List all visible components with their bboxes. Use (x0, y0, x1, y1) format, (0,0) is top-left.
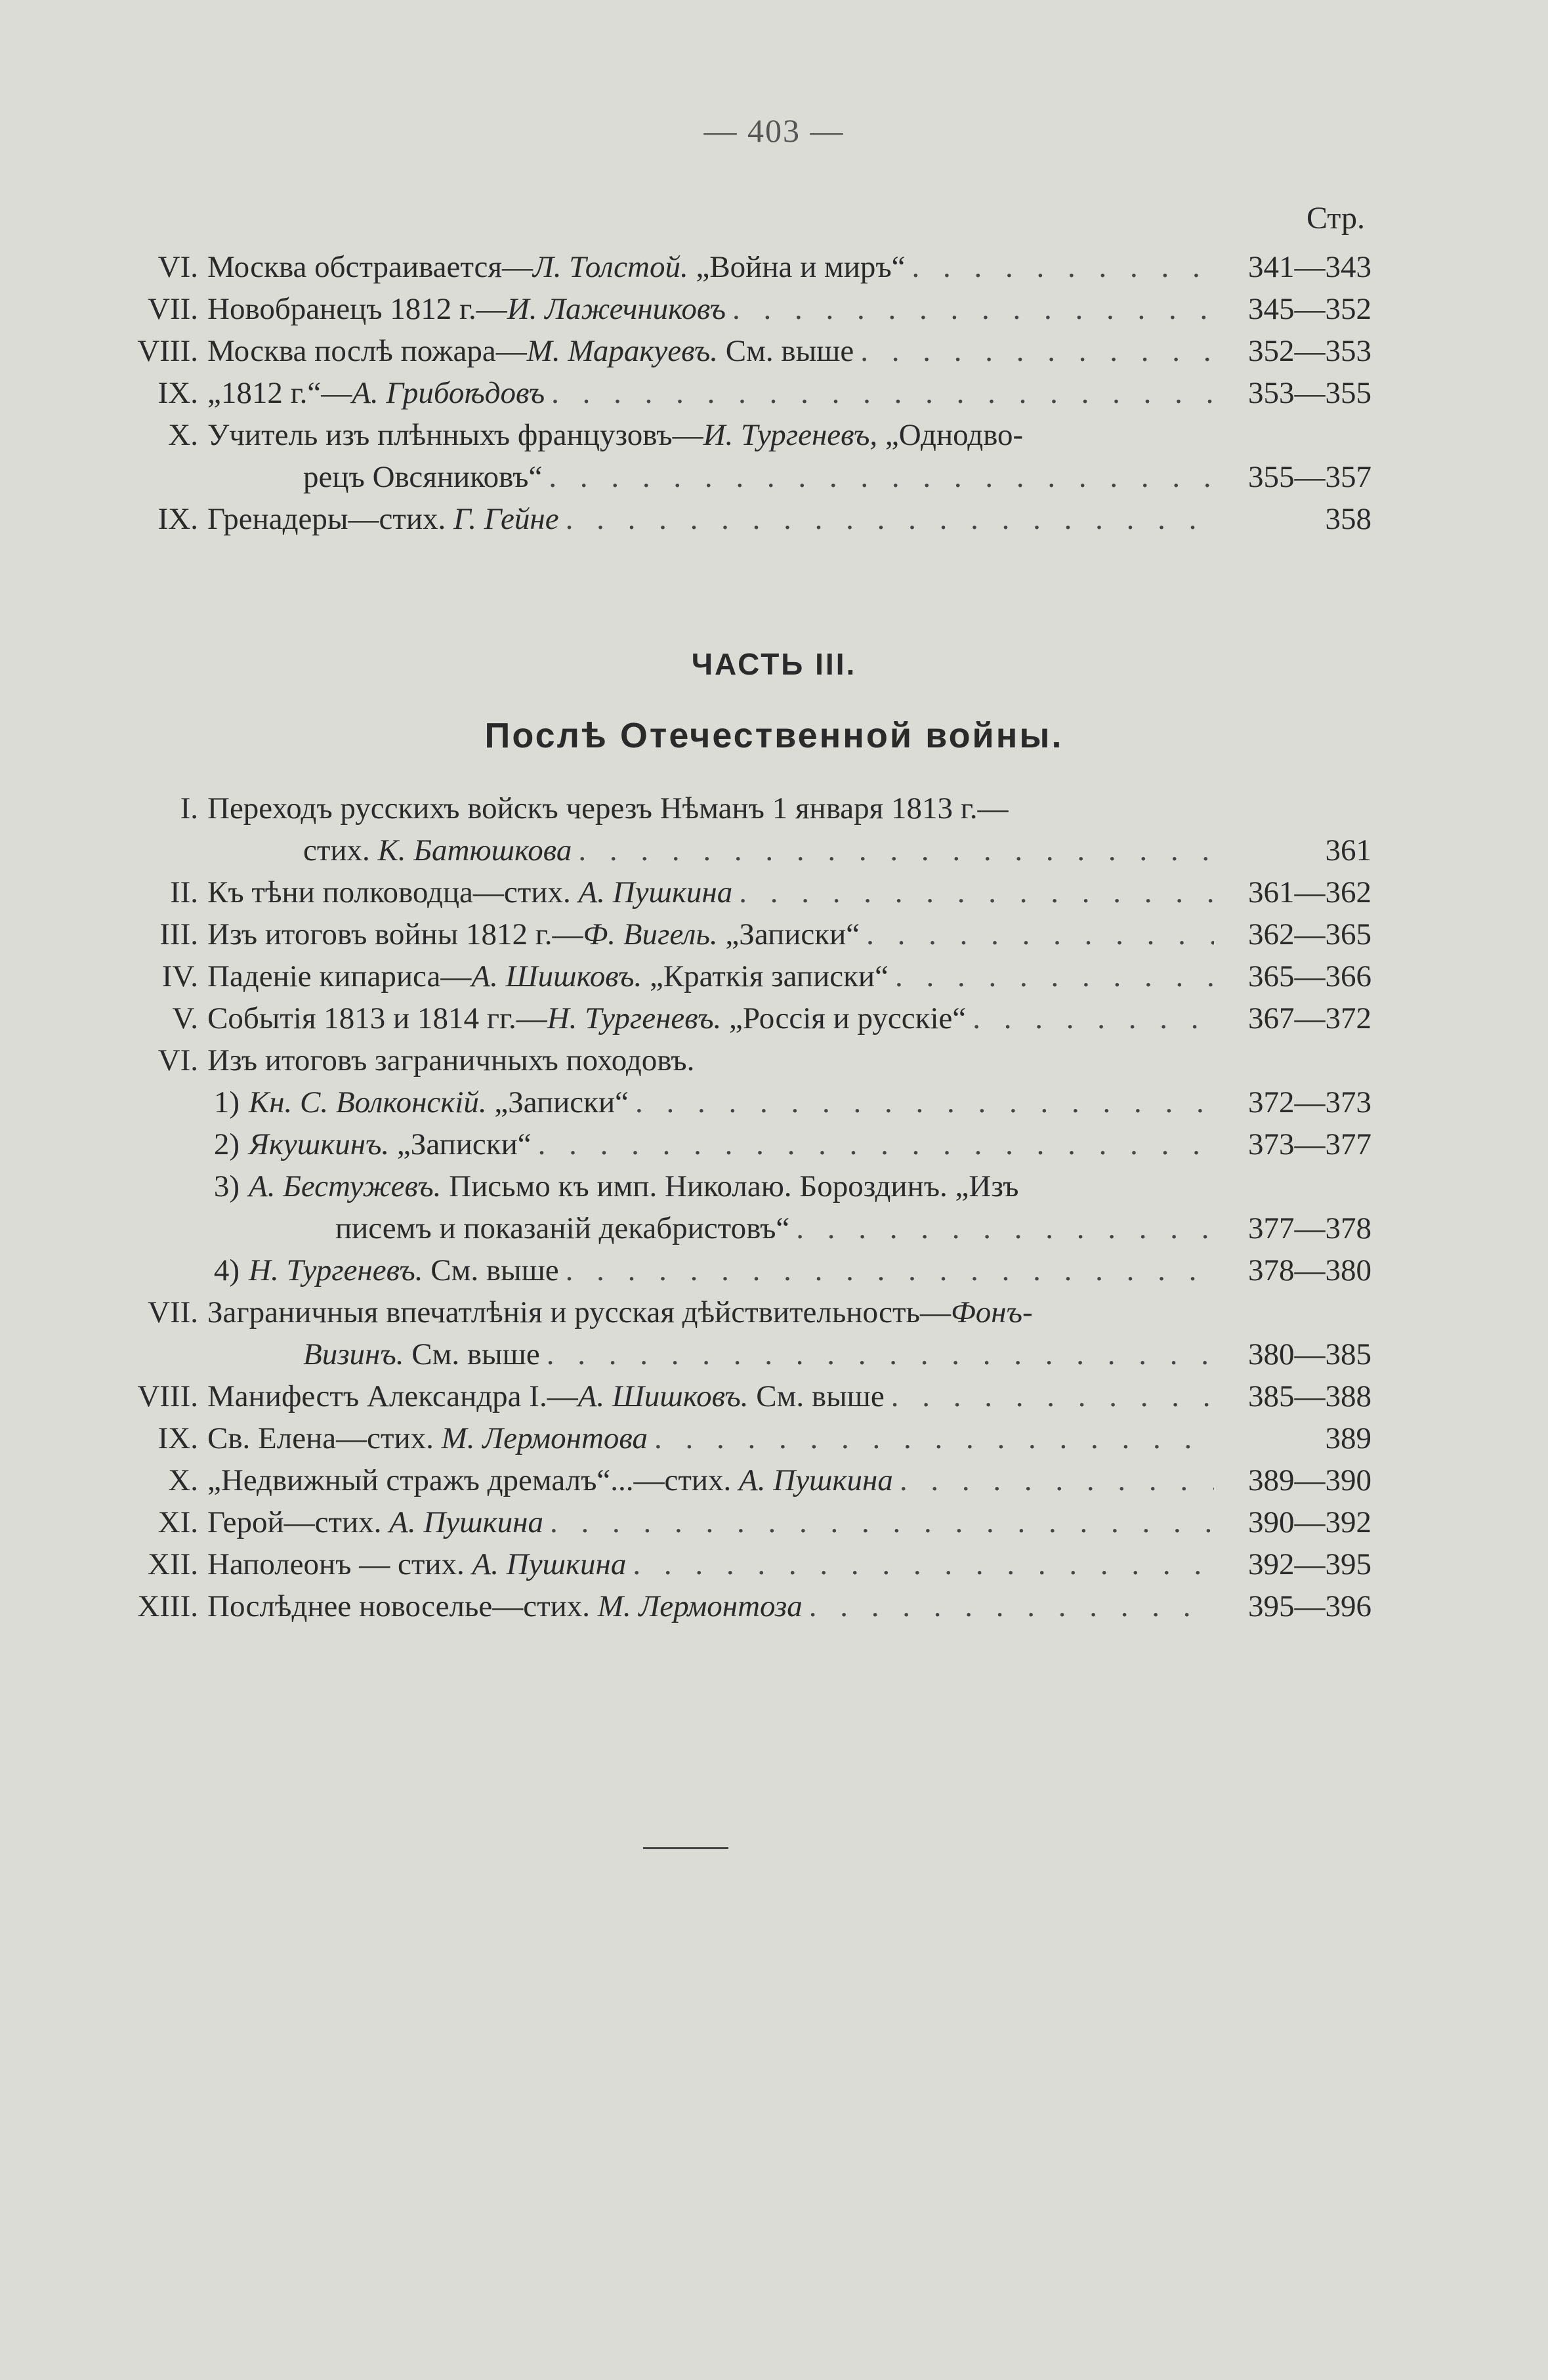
entry-number: 3) (213, 1169, 240, 1203)
entry-number: II. (169, 875, 198, 909)
dot-leader (732, 288, 1214, 330)
dot-leader (973, 997, 1214, 1039)
entry-title: Заграничныя впечатлѣнія и русская дѣйствительность— (207, 1295, 951, 1329)
entry-source: „Записки“ (717, 917, 860, 951)
end-rule (643, 1847, 728, 1849)
dot-leader (860, 330, 1214, 372)
dot-leader (538, 1123, 1214, 1165)
toc-entry (112, 787, 1371, 829)
toc-section-top (112, 200, 1371, 540)
toc-entry (112, 1543, 1371, 1585)
entry-source: Письмо къ имп. Николаю. Бороздинъ. „Изъ (441, 1169, 1019, 1203)
toc-entry (112, 1585, 1371, 1627)
dot-leader (654, 1417, 1214, 1459)
entry-author: К. Батюшкова (377, 833, 572, 867)
entry-title: Переходъ русскихъ войскъ черезъ Нѣманъ 1 января 1813 г.— (207, 791, 1009, 825)
entry-number: IX. (157, 376, 198, 410)
toc-list-top (112, 246, 1371, 540)
dot-leader (549, 456, 1214, 498)
entry-pages: 367—372 (1248, 1001, 1371, 1035)
dot-leader (739, 871, 1214, 913)
entry-title: рецъ Овсяниковъ“ (303, 460, 543, 494)
toc-entry (112, 997, 1371, 1039)
part-subtitle: Послѣ Отечественной войны. (484, 716, 1064, 755)
entry-author: А. Пушкина (389, 1505, 543, 1539)
dot-leader (635, 1081, 1214, 1123)
entry-author: Фонъ- (950, 1295, 1033, 1329)
toc-entry (112, 913, 1371, 955)
entry-number: VII. (148, 292, 198, 326)
toc-entry (112, 955, 1371, 997)
entry-title: Учитель изъ плѣнныхъ французовъ— (207, 418, 703, 452)
entry-number: XI. (157, 1505, 198, 1539)
entry-number: VIII. (137, 334, 198, 368)
toc-entry (112, 330, 1371, 372)
entry-number: 2) (213, 1127, 240, 1161)
entry-author: А. Пушкина (472, 1547, 627, 1581)
entry-author: Визинъ. (303, 1337, 404, 1371)
entry-source: „Война и миръ“ (688, 250, 906, 284)
entry-author: Н. Тургеневъ. (547, 1001, 722, 1035)
entry-source: „Записки“ (486, 1085, 629, 1119)
entry-pages: 361 (1325, 833, 1371, 867)
toc-entry (112, 1165, 1371, 1207)
entry-number: 4) (213, 1253, 240, 1287)
entry-title: „Недвижный стражъ дремалъ“...—стих. (207, 1463, 740, 1497)
entry-author: А. Пушкина (578, 875, 733, 909)
toc-entry (112, 829, 1371, 871)
toc-entry (112, 456, 1371, 498)
dot-leader (809, 1585, 1214, 1627)
entry-author: М. Маракуевъ. (526, 334, 719, 368)
entry-author: И. Тургеневъ, (703, 418, 878, 452)
entry-pages: 353—355 (1248, 376, 1371, 410)
part-title: ЧАСТЬ III. (691, 647, 857, 681)
entry-title: Изъ итоговъ заграничныхъ походовъ. (207, 1043, 695, 1077)
toc-entry (112, 1207, 1371, 1249)
entry-title: Манифестъ Александра I.— (207, 1379, 578, 1413)
entry-author: М. Лермонтоза (597, 1589, 803, 1623)
entry-title: Москва послѣ пожара— (207, 334, 527, 368)
entry-number: IX. (157, 1421, 198, 1455)
entry-pages: 372—373 (1248, 1085, 1371, 1119)
entry-pages: 385—388 (1248, 1379, 1371, 1413)
entry-pages: 341—343 (1248, 250, 1371, 284)
toc-section-bottom (112, 787, 1371, 1627)
entry-title: стих. (303, 833, 378, 867)
entry-number: VIII. (137, 1379, 198, 1413)
dot-leader (551, 372, 1214, 414)
entry-source: См. выше (423, 1253, 559, 1287)
entry-number: VI. (157, 1043, 198, 1077)
dot-leader (633, 1543, 1214, 1585)
dot-leader (566, 1249, 1214, 1291)
toc-entry (112, 1039, 1371, 1081)
dot-leader (912, 246, 1214, 288)
entry-author: Н. Тургеневъ. (249, 1253, 423, 1287)
dot-leader (895, 955, 1214, 997)
entry-title: Новобранецъ 1812 г.— (207, 292, 507, 326)
entry-pages: 352—353 (1248, 334, 1371, 368)
entry-number: VII. (148, 1295, 198, 1329)
toc-list-bottom (112, 787, 1371, 1627)
toc-entry (112, 1417, 1371, 1459)
entry-pages: 365—366 (1248, 959, 1371, 993)
entry-author: М. Лермонтова (441, 1421, 648, 1455)
entry-source: См. выше (718, 334, 854, 368)
entry-pages: 392—395 (1248, 1547, 1371, 1581)
entry-pages: 361—362 (1248, 875, 1371, 909)
entry-pages: 358 (1325, 502, 1371, 536)
toc-entry (112, 1501, 1371, 1543)
entry-author: И. Лажечниковъ (507, 292, 726, 326)
toc-entry (112, 1123, 1371, 1165)
entry-number: XII. (148, 1547, 198, 1581)
entry-author: Кн. С. Волконскій. (249, 1085, 487, 1119)
entry-pages: 389 (1325, 1421, 1371, 1455)
entry-author: Л. Толстой. (532, 250, 688, 284)
entry-source: „Записки“ (389, 1127, 532, 1161)
entry-title: Св. Елена—стих. (207, 1421, 442, 1455)
dot-leader (891, 1375, 1214, 1417)
entry-pages: 378—380 (1248, 1253, 1371, 1287)
entry-source: „Краткія записки“ (642, 959, 889, 993)
toc-entry (112, 372, 1371, 414)
toc-entry (112, 1459, 1371, 1501)
dot-leader (566, 498, 1214, 540)
toc-entry (112, 1333, 1371, 1375)
entry-number: IX. (157, 502, 198, 536)
entry-author: А. Пушкина (739, 1463, 893, 1497)
dot-leader (866, 913, 1214, 955)
toc-entry (112, 1291, 1371, 1333)
entry-pages: 362—365 (1248, 917, 1371, 951)
dot-leader (796, 1207, 1214, 1249)
entry-number: X. (168, 418, 198, 452)
entry-title: Событія 1813 и 1814 гг.— (207, 1001, 547, 1035)
entry-number: IV. (161, 959, 198, 993)
toc-entry (112, 1081, 1371, 1123)
entry-author: Якушкинъ. (249, 1127, 390, 1161)
dot-leader (900, 1459, 1214, 1501)
entry-source: „Однодво- (877, 418, 1024, 452)
entry-title: Паденіе кипариса— (207, 959, 472, 993)
entry-source: „Россія и русскіе“ (721, 1001, 967, 1035)
entry-title: „1812 г.“— (207, 376, 352, 410)
toc-entry (112, 1375, 1371, 1417)
dot-leader (578, 829, 1214, 871)
page-number: — 403 — (703, 112, 845, 149)
entry-title: Изъ итоговъ войны 1812 г.— (207, 917, 583, 951)
entry-number: VI. (157, 250, 198, 284)
entry-pages: 389—390 (1248, 1463, 1371, 1497)
entry-pages: 345—352 (1248, 292, 1371, 326)
entry-title: Послѣднее новоселье—стих. (207, 1589, 598, 1623)
entry-number: X. (168, 1463, 198, 1497)
entry-title: Москва обстраивается— (207, 250, 533, 284)
entry-pages: 395—396 (1248, 1589, 1371, 1623)
entry-pages: 377—378 (1248, 1211, 1371, 1245)
dot-leader (547, 1333, 1214, 1375)
toc-entry (112, 1249, 1371, 1291)
entry-number: 1) (213, 1085, 240, 1119)
entry-pages: 355—357 (1248, 460, 1371, 494)
entry-pages: 390—392 (1248, 1505, 1371, 1539)
entry-author: А. Шишковъ. (577, 1379, 749, 1413)
toc-entry (112, 498, 1371, 540)
entry-number: I. (180, 791, 198, 825)
toc-entry (112, 288, 1371, 330)
entry-author: А. Бестужевъ. (249, 1169, 442, 1203)
toc-entry (112, 414, 1371, 456)
entry-pages: 380—385 (1248, 1337, 1371, 1371)
entry-number: XIII. (137, 1589, 198, 1623)
entry-title: Герой—стих. (207, 1505, 390, 1539)
entry-source: См. выше (748, 1379, 885, 1413)
toc-entry (112, 246, 1371, 288)
entry-pages: 373—377 (1248, 1127, 1371, 1161)
entry-title: писемъ и показаній декабристовъ“ (335, 1211, 790, 1245)
entry-author: Ф. Вигель. (583, 917, 718, 951)
toc-entry (112, 871, 1371, 913)
entry-title: Къ тѣни полководца—стих. (207, 875, 579, 909)
entry-author: А. Грибоѣдовъ (352, 376, 545, 410)
entry-title: Наполеонъ — стих. (207, 1547, 472, 1581)
entry-number: III. (159, 917, 198, 951)
entry-author: Г. Гейне (453, 502, 559, 536)
entry-author: А. Шишковъ. (471, 959, 642, 993)
pages-column-header: Стр. (1307, 201, 1365, 236)
entry-source: См. выше (404, 1337, 540, 1371)
entry-number: V. (172, 1001, 198, 1035)
entry-title: Гренадеры—стих. (207, 502, 453, 536)
dot-leader (550, 1501, 1214, 1543)
